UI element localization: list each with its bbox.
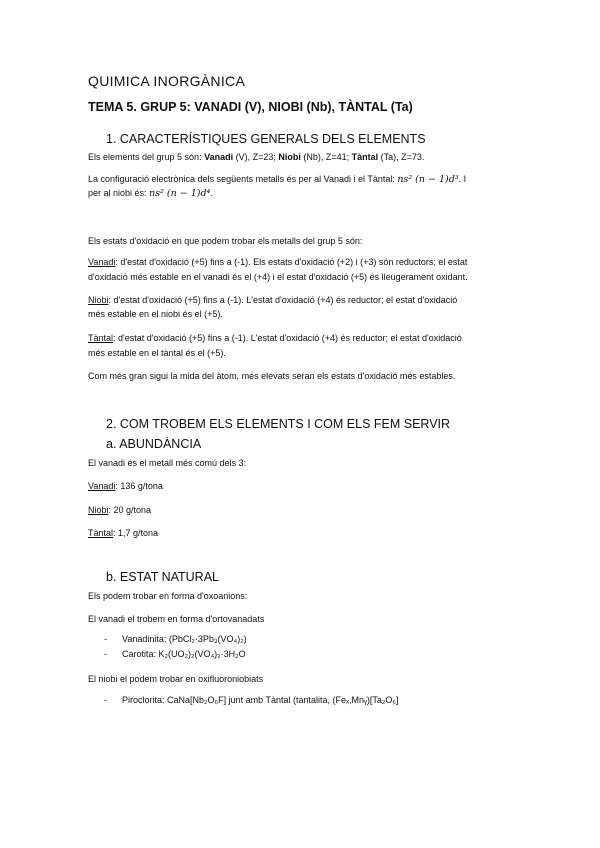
element-niobi-info: (Nb), Z=41; (300, 152, 352, 162)
abundance-niobi-value: : 20 g/tona (108, 505, 152, 515)
mineral-piroclorita: Piroclorita: CaNa[Nb₂O₆F] junt amb Tàntal (tantalita, (Feₓ,Mnᵧ)[Ta₂O₆] (122, 695, 399, 705)
bullet-dash: - (104, 649, 107, 659)
abundance-niobi-label: Niobi (88, 505, 109, 515)
section-1-heading: 1. CARACTERÍSTIQUES GENERALS DELS ELEMENTS (106, 132, 426, 146)
niobi-oxidation-text: : d'estat d'oxidació (+5) fins a (-1). L'estat d'oxidació (+4) és reductor; el estat d'oxidació (108, 295, 458, 305)
vanadi-oxidation-line-2: d'oxidació més estable en el vanadi és el (+4) i el estat d'oxidació (+5) és lleugerament oxidant. (88, 272, 468, 282)
niobi-oxidation-line-2: més estable en el niobi és el (+5). (88, 309, 223, 319)
config-text-2: per al niobi és: (88, 188, 150, 198)
list-item (104, 695, 399, 705)
oxidation-intro: Els estats d'oxidació en que podem trobar els metalls del grup 5 són: (88, 236, 363, 246)
abundance-tantal-value: : 1,7 g/tona (113, 528, 159, 538)
element-tantal-name: Tàntal (351, 152, 379, 162)
config-formula-vanadi-tantal: ns² (n − 1)d³ (397, 174, 459, 185)
element-niobi-name: Niobi (278, 152, 301, 162)
mineral-carotita: Carotita: K₂(UO₂)₂(VO₄)₂·3H₂O (122, 649, 246, 659)
config-text-1: La configuració electrònica dels següents metalls és per al Vanadi i el Tàntal: (88, 174, 398, 184)
abundance-tantal (88, 526, 158, 540)
topic-title: TEMA 5. GRUP 5: VANADI (V), NIOBI (Nb), TÀNTAL (Ta) (88, 100, 413, 114)
vanadi-natural-form: El vanadi el trobem en forma d'ortovanadats (88, 614, 265, 624)
abundance-intro: El vanadi és el metall més comú dels 3: (88, 458, 247, 468)
abundance-tantal-label: Tàntal (88, 528, 114, 538)
vanadi-oxidation-line-1 (88, 255, 467, 269)
tantal-oxidation-text: : d'estat d'oxidació (+5) fins a (-1). L'estat d'oxidació (+4) és reductor; el estat d'oxidació (113, 333, 462, 343)
mineral-vanadinita: Vanadinita: (PbCl₂·3Pb₃(VO₄)₂) (122, 634, 247, 644)
vanadi-oxidation-text: : d'estat d'oxidació (+5) fins a (-1). Els estats d'oxidació (+2) i (+3) són reductors; el estat (115, 257, 468, 267)
config-line-2 (88, 186, 213, 201)
oxidation-conclusion: Com més gran sigui la mida del àtom, més elevats seran els estats d'oxidació més estables. (88, 371, 456, 381)
abundance-niobi (88, 503, 151, 517)
list-item (104, 649, 246, 659)
config-after: . I (458, 174, 467, 184)
niobi-label: Niobi (88, 295, 109, 305)
tantal-oxidation-line-2: més estable en el tàntal és el (+5). (88, 348, 226, 358)
tantal-label: Tàntal (88, 333, 114, 343)
tantal-oxidation-line-1 (88, 331, 462, 345)
natural-intro: Els podem trobar en forma d'oxoanions: (88, 591, 248, 601)
abundance-vanadi (88, 479, 163, 493)
abundance-vanadi-label: Vanadi (88, 481, 116, 491)
config-formula-niobi: ns² (n − 1)d⁴ (149, 188, 211, 199)
subsection-b-heading: b. ESTAT NATURAL (106, 570, 219, 584)
bullet-dash: - (104, 634, 107, 644)
elements-intro: Els elements del grup 5 són: (88, 152, 205, 162)
element-vanadi-info: (V), Z=23; (233, 152, 279, 162)
abundance-vanadi-value: : 136 g/tona (115, 481, 163, 491)
element-tantal-info: (Ta), Z=73. (378, 152, 425, 162)
elements-line (88, 150, 424, 164)
config-line-1 (88, 172, 466, 187)
list-item (104, 634, 247, 644)
document-title: QUIMICA INORGÀNICA (88, 73, 246, 89)
niobi-oxidation-line-1 (88, 293, 457, 307)
niobi-natural-form: El niobi el podem trobar en oxifluoroniobiats (88, 674, 264, 684)
element-vanadi-name: Vanadi (204, 152, 234, 162)
subsection-a-heading: a. ABUNDÀNCIA (106, 437, 202, 451)
bullet-dash: - (104, 695, 107, 705)
section-2-heading: 2. COM TROBEM ELS ELEMENTS I COM ELS FEM SERVIR (106, 417, 451, 431)
config-end: . (210, 188, 213, 198)
vanadi-label: Vanadi (88, 257, 116, 267)
